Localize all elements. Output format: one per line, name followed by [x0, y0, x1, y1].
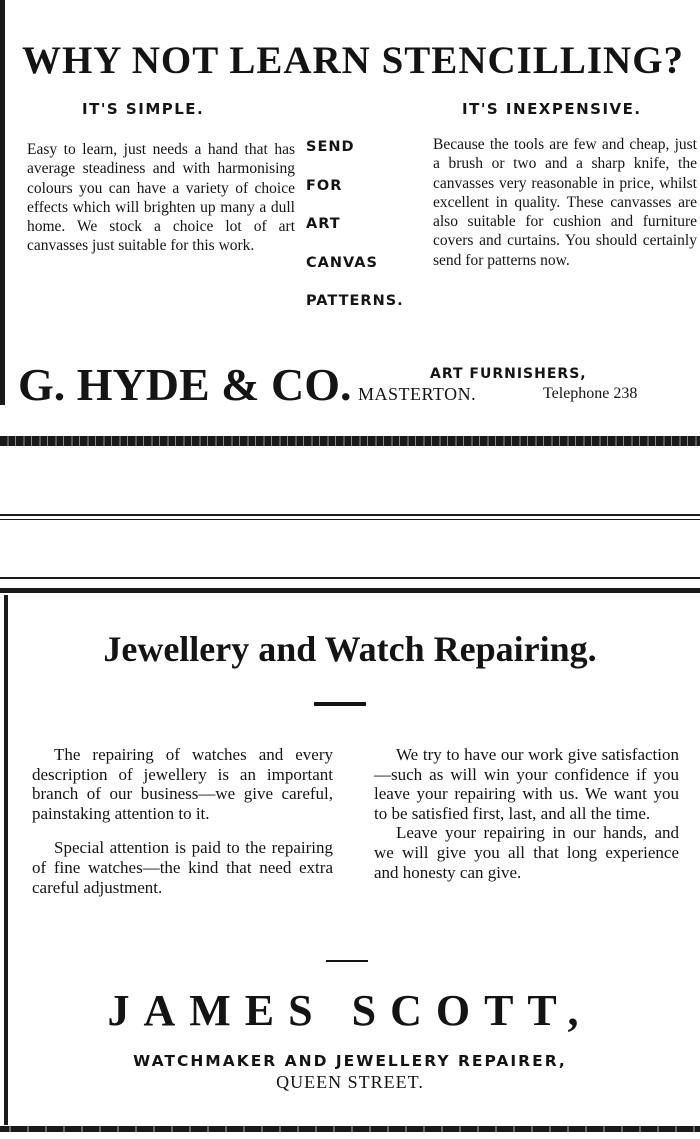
ad2-left-paragraph-2: Special attention is paid to the repairing of fine watches—the kind that need extra careful adjustment. — [32, 838, 333, 897]
ad2-right-column — [374, 745, 679, 897]
ad1-center-column — [306, 138, 431, 331]
ad1-town: MASTERTON. — [358, 384, 477, 404]
ad1-subhead-inexpensive: IT'S INEXPENSIVE. — [462, 100, 642, 118]
ad1-right-column: Because the tools are few and cheap, just a brush or two and a sharp knife, the canvasses very reasonable in price, whilst excellent in quality. These canvasses are also suitable for cushion and furniture covers and curtains. You should certainly send for patterns now. — [433, 136, 697, 269]
ad2-title-underline — [314, 702, 366, 706]
ad2-top-rule — [0, 588, 700, 593]
center-word-art: ART — [306, 216, 341, 232]
center-word-patterns: PATTERNS. — [306, 293, 404, 309]
ad2-right-paragraph-2: Leave your repairing in our hands, and we will give you all that long experience and honesty can give. — [374, 823, 679, 882]
ad1-bottom-rule — [0, 436, 700, 446]
center-word-canvas: CANVAS — [306, 254, 378, 271]
ad2-left-column — [32, 745, 333, 912]
ad1-left-border — [0, 0, 5, 405]
separator-rule-1 — [0, 514, 700, 516]
ad2-divider — [326, 960, 368, 962]
separator-rule-3 — [0, 577, 700, 579]
ad2-bottom-rule — [0, 1126, 700, 1132]
ad2-headline: Jewellery and Watch Repairing. — [103, 629, 597, 669]
center-word-for: FOR — [306, 177, 343, 194]
ad1-trade-line: ART FURNISHERS, — [430, 366, 587, 382]
ad2-proprietor-name: JAMES SCOTT, — [107, 986, 593, 1035]
center-word-send: SEND — [306, 139, 355, 155]
ad1-subhead-simple: IT'S SIMPLE. — [82, 100, 205, 118]
ad1-left-column: Easy to learn, just needs a hand that has average steadiness and with harmonising colours you can have a variety of choice effects which will brighten up many a dull home. We stock a choice lot of art canvasses just suitable for this work. — [27, 141, 295, 255]
ad2-trade-line: WATCHMAKER AND JEWELLERY REPAIRER, — [133, 1052, 567, 1070]
ad1-telephone: Telephone 238 — [543, 385, 638, 402]
ad1-headline: WHY NOT LEARN STENCILLING? — [21, 39, 685, 82]
ad2-left-border — [4, 595, 8, 1125]
ad2-right-paragraph-1: We try to have our work give satisfaction—such as will win your confidence if you leave your repairing with us. We want you to be satisfied first, last, and all the time. — [374, 745, 679, 823]
ad1-firm-name: G. HYDE & CO. — [18, 359, 352, 410]
ad2-left-paragraph-1: The repairing of watches and every description of jewellery is an important branch of our business—we give careful, painstaking attention to it. — [32, 745, 333, 823]
ad2-address: QUEEN STREET. — [276, 1072, 424, 1092]
separator-rule-2 — [0, 519, 700, 520]
